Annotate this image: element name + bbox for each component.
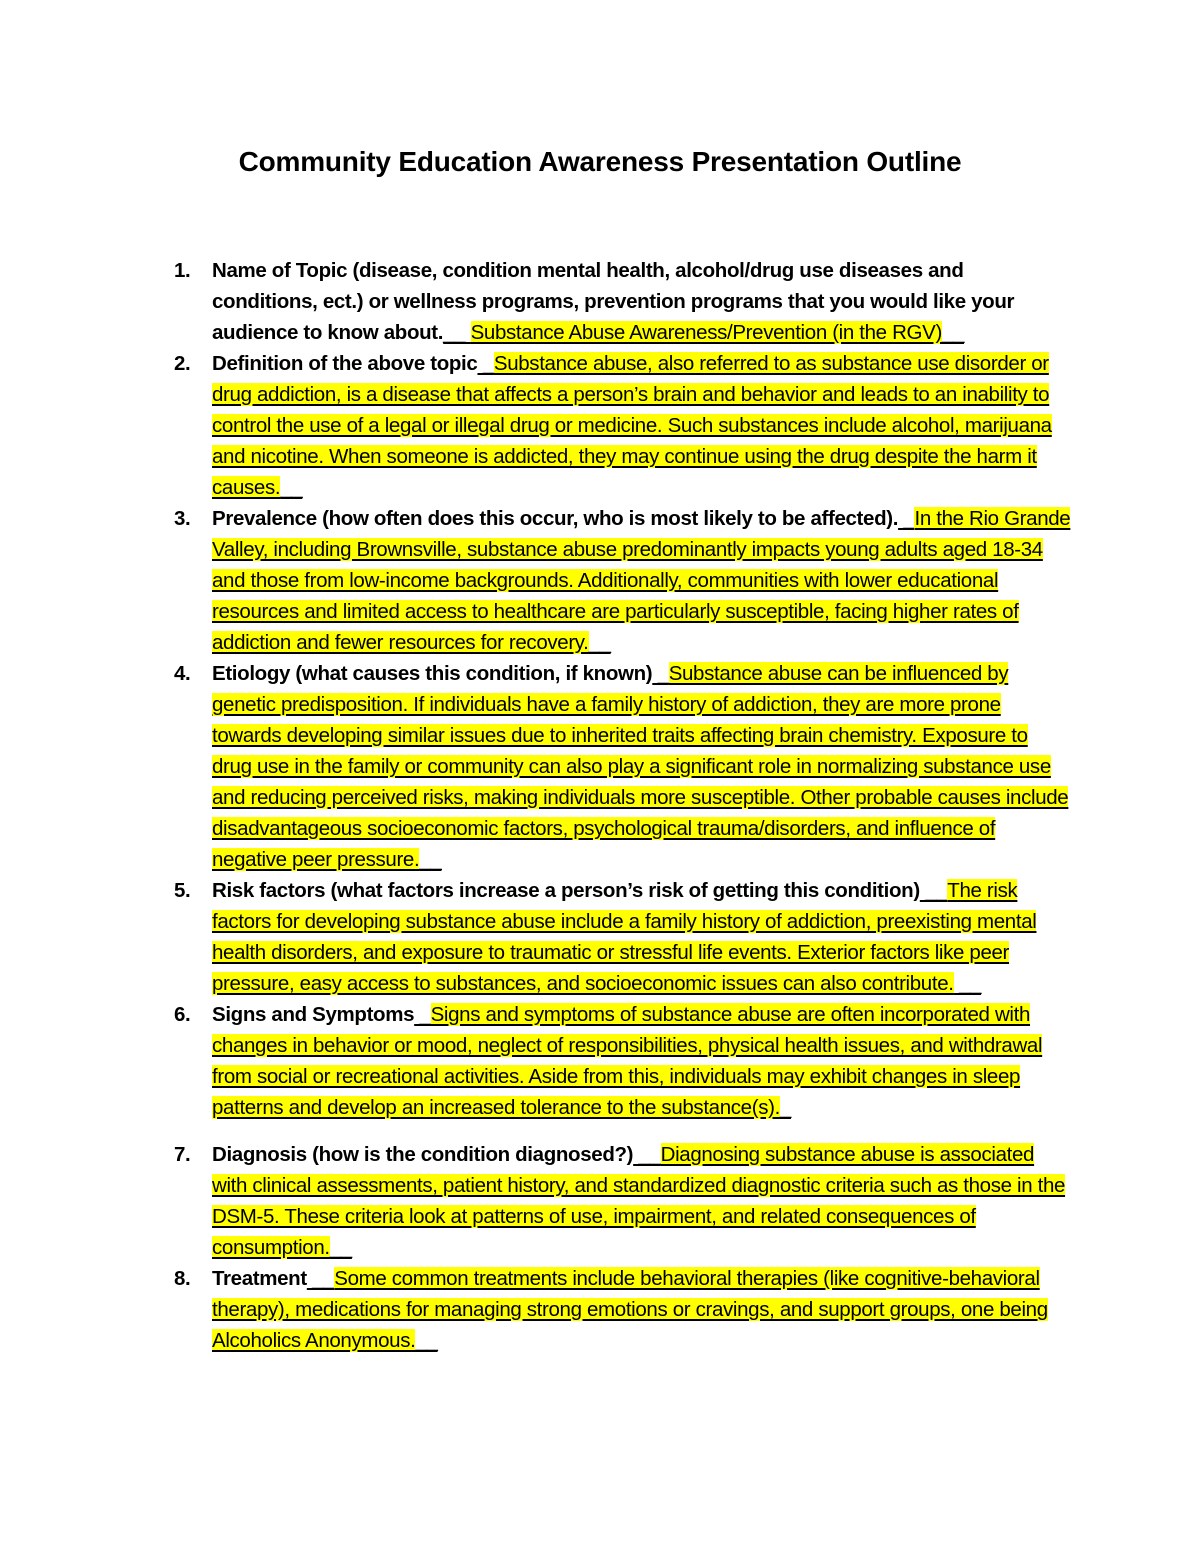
blank-line: __ [588,631,611,654]
blank-line: __ [329,1236,352,1259]
outline-item-diagnosis [174,1139,1072,1263]
outline-list [174,255,1072,1356]
item-number: 7. [174,1143,191,1166]
item-number: 4. [174,662,191,685]
item-prompt: Etiology (what causes this condition, if known) [212,662,653,685]
blank-line: _ [652,662,669,685]
outline-item-signs-symptoms [174,999,1072,1123]
item-prompt: Definition of the above topic [212,352,478,375]
item-number: 3. [174,507,191,530]
outline-item-risk-factors [174,875,1072,999]
blank-line: __ [941,321,965,344]
highlighted-answer: Diagnosing substance abuse is associated with clinical assessments, patient history, and standardized diagnostic criteria such as those in the DSM-5. These criteria look at patterns of use, impairment, and related consequences of consumption. [212,1143,1066,1259]
item-prompt: Prevalence (how often does this occur, who is most likely to be affected). [212,507,899,530]
highlighted-answer: In the Rio Grande Valley, including Brownsville, substance abuse predominantly impacts young adults aged 18-34 and those from low-income backgrounds. Additionally, communities with lower educational resources and limited access to healthcare are particularly susceptible, facing higher rates of addiction and fewer resources for recovery. [212,507,1071,654]
document-title: Community Education Awareness Presentation Outline [238,146,962,177]
blank-line: __ [415,1329,438,1352]
blank-line: __ [953,972,982,995]
blank-line: __ [443,321,471,344]
blank-line: __ [633,1143,661,1166]
highlighted-answer: Signs and symptoms of substance abuse are often incorporated with changes in behavior or mood, neglect of responsibilities, physical health issues, and withdrawal from social or recreational activities. Aside from this, individuals may exhibit changes in sleep patterns and develop an increased tolerance to the substance(s). [212,1003,1043,1119]
blank-line: __ [280,476,303,499]
item-prompt: Name of Topic (disease, condition mental health, alcohol/drug use diseases and conditions, ect.) or wellness programs, prevention programs that you would like your audience to know about. [212,259,1015,344]
item-prompt: Risk factors (what factors increase a person’s risk of getting this condition) [212,879,920,902]
blank-line: _ [414,1003,431,1026]
outline-item-topic [174,255,1072,348]
outline-item-prevalence [174,503,1072,658]
blank-line: _ [779,1096,791,1119]
highlighted-answer: The risk factors for developing substance abuse include a family history of addiction, preexisting mental health disorders, and exposure to traumatic or stressful life events. Exterior factors like peer pressure, easy access to substances, and socioeconomic issues can also contribute. [212,879,1037,995]
highlighted-answer: Some common treatments include behavioral therapies (like cognitive-behavioral therapy), medications for managing strong emotions or cravings, and support groups, one being Alcoholics Anonymous. [212,1267,1048,1352]
item-number: 5. [174,879,191,902]
highlighted-answer: Substance Abuse Awareness/Prevention (in the RGV) [470,321,942,344]
blank-line: __ [306,1267,335,1290]
blank-line: __ [919,879,948,902]
item-prompt: Diagnosis (how is the condition diagnosed?) [212,1143,634,1166]
outline-item-definition [174,348,1072,503]
item-prompt: Signs and Symptoms [212,1003,415,1026]
outline-item-etiology [174,658,1072,875]
highlighted-answer: Substance abuse, also referred to as substance use disorder or drug addiction, is a disease that affects a person’s brain and behavior and leads to an inability to control the use of a legal or illegal drug or medicine. Such substances include alcohol, marijuana and nicotine. When someone is addicted, they may continue using the drug despite the harm it causes. [212,352,1052,499]
blank-line: __ [419,848,442,871]
highlighted-answer: Substance abuse can be influenced by genetic predisposition. If individuals have a family history of addiction, they are more prone towards developing similar issues due to inherited traits affecting brain chemistry. Exposure to drug use in the family or community can also play a significant role in normalizing substance use and reducing perceived risks, making individuals more susceptible. Other probable causes include disadvantageous socioeconomic factors, psychological trauma/disorders, and influence of negative peer pressure. [212,662,1069,871]
item-number: 2. [174,352,191,375]
outline-item-treatment [174,1263,1072,1356]
item-prompt: Treatment [212,1267,307,1290]
blank-line: _ [477,352,494,375]
blank-line: _ [898,507,915,530]
item-number: 8. [174,1267,191,1290]
item-number: 6. [174,1003,191,1026]
item-number: 1. [174,259,191,282]
